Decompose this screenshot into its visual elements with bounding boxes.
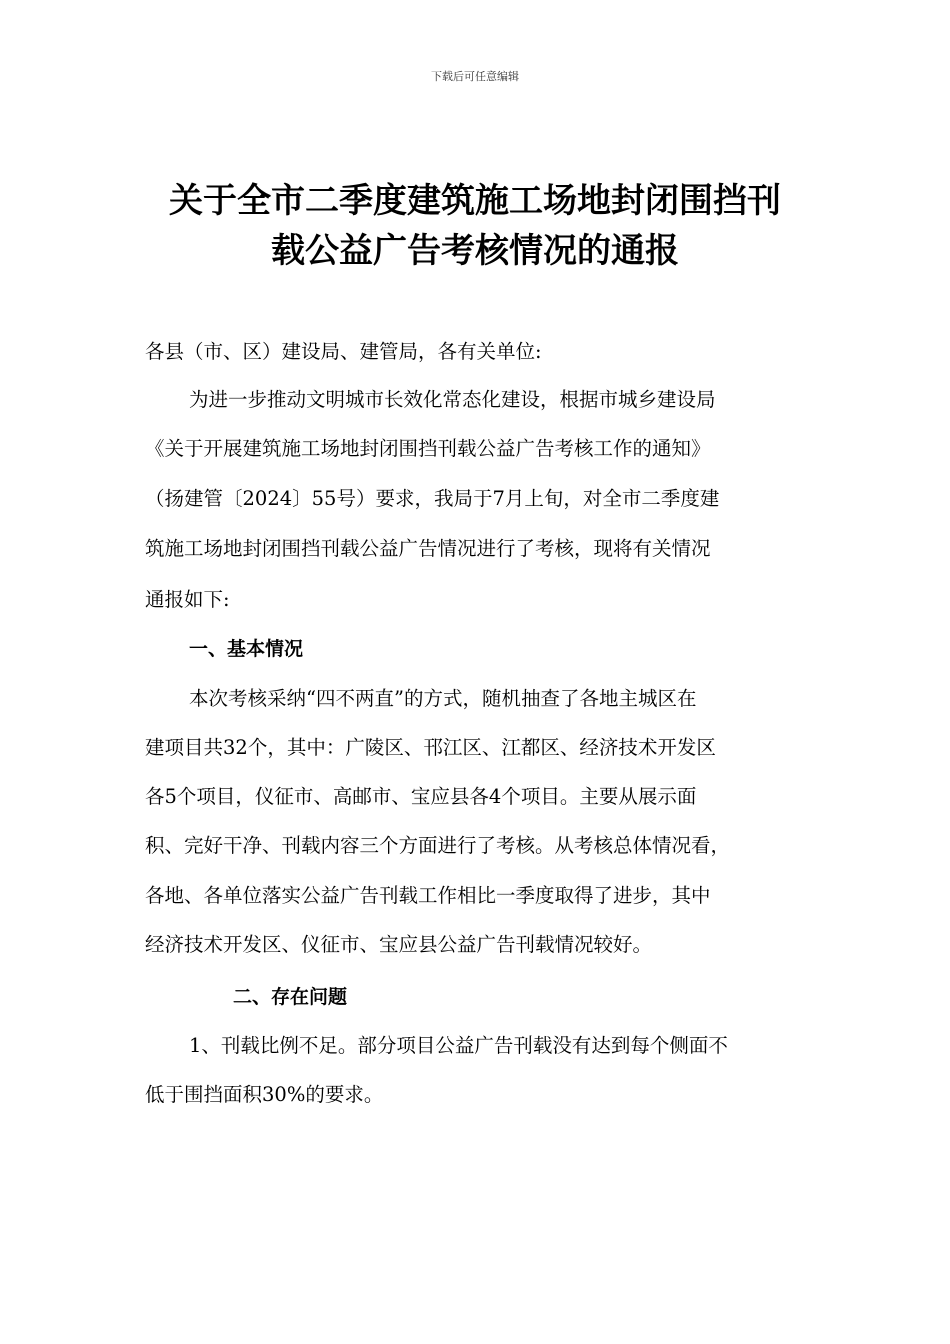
section-1-line-6: 经济技术开发区、仪征市、宝应县公益广告刊载情况较好。 (145, 933, 653, 956)
section-1-line-1: 本次考核采纳“四不两直”的方式，随机抽查了各地主城区在 (189, 687, 697, 710)
section-2-item-1-line-2: 低于围挡面积30%的要求。 (145, 1083, 384, 1106)
section-1-line-3: 各5个项目，仪征市、高邮市、宝应县各4个项目。主要从展示面 (145, 785, 697, 808)
intro-line-5: 通报如下: (145, 588, 230, 611)
section-1-line-4: 积、完好干净、刊载内容三个方面进行了考核。从考核总体情况看， (145, 834, 731, 857)
intro-line-1: 为进一步推动文明城市长效化常态化建设，根据市城乡建设局 (189, 388, 716, 411)
header-note: 下载后可任意编辑 (431, 70, 519, 83)
section-1-line-5: 各地、各单位落实公益广告刊载工作相比一季度取得了进步，其中 (145, 884, 711, 907)
section-2-item-1-line-1: 1、刊载比例不足。部分项目公益广告刊载没有达到每个侧面不 (189, 1034, 728, 1057)
intro-line-3: （扬建管〔2024〕55号）要求，我局于7月上旬，对全市二季度建 (145, 487, 720, 510)
intro-line-4: 筑施工场地封闭围挡刊载公益广告情况进行了考核，现将有关情况 (145, 537, 711, 560)
section-1-heading: 一、基本情况 (189, 638, 304, 660)
title-line-2: 载公益广告考核情况的通报 (271, 231, 679, 271)
document-title (140, 176, 810, 276)
section-2-heading: 二、存在问题 (233, 986, 348, 1008)
title-line-1: 关于全市二季度建筑施工场地封闭围挡刊 (169, 181, 781, 221)
salutation: 各县（市、区）建设局、建管局，各有关单位: (145, 340, 542, 363)
section-1-line-2: 建项目共32个，其中：广陵区、邗江区、江都区、经济技术开发区 (145, 736, 716, 759)
intro-line-2: 《关于开展建筑施工场地封闭围挡刊载公益广告考核工作的通知》 (145, 437, 711, 460)
